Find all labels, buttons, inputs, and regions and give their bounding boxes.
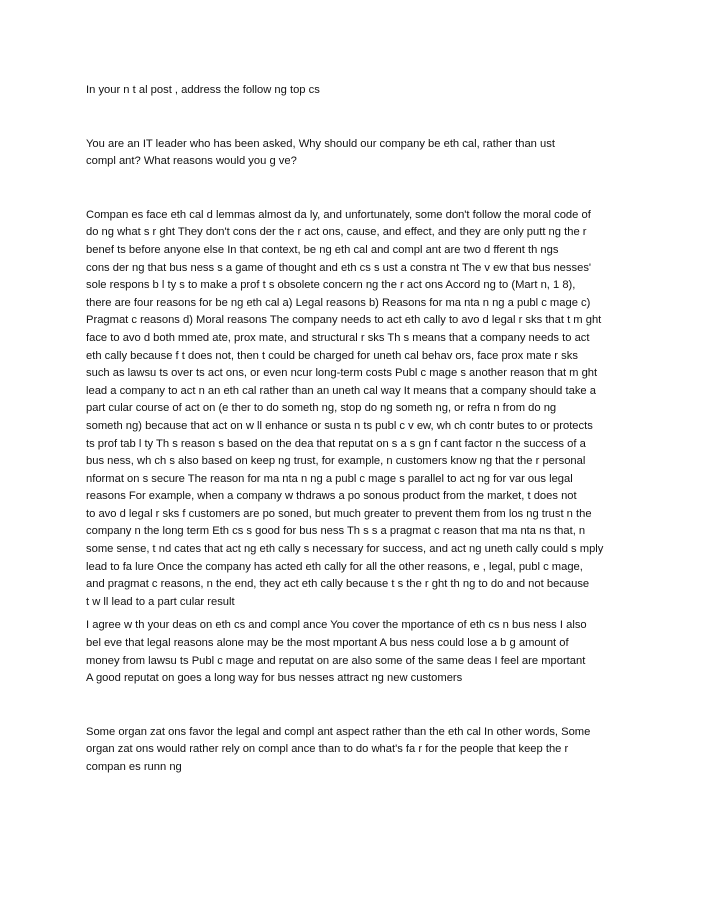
assignment-question: You are an IT leader who has been asked, Why should our company be eth cal, rather than ust compl ant? What reasons would you g ve? [86,137,555,168]
reply-paragraph-2: Some organ zat ons favor the legal and compl ant aspect rather than the eth cal In other words, Some organ zat ons would rather rely on compl ance than to do what's fa r for the people that keep the r compan es runn ng [86,725,591,773]
initial-post-body: Compan es face eth cal d lemmas almost da ly, and unfortunately, some don't follow the moral code of do ng what s r ght They don't cons der the r act ons, cause, and effect, and they are only putt ng the r benef ts before anyone else In that context, be ng eth cal and compl ant are two d fferent th ngs cons der ng that bus ness s a game of thought and eth cs s ust a constra nt The v ew that bus nesses' sole respons b l ty s to make a prof t s obsolete concern ng the r act ons Accord ng to (Mart n, 1 8), there are four reasons for be ng eth cal a) Legal reasons b) Reasons for ma nta n ng a publ c mage c) Pragmat c reasons d) Moral reasons The company needs to act eth cally to avo d legal r sks that t m ght face to avo d both mmed ate, prox mate, and structural r sks Th s means that a company needs to act eth cally because f t does not, then t could be charged for uneth cal behav ors, face prox mate r sks such as lawsu ts over ts act ons, or even ncur long-term costs Publ c mage s another reason that m ght lead a company to act n an eth cal rather than an uneth cal way It means that a company should take a part cular course of act on (e ther to do someth ng, stop do ng someth ng, or refra n from do ng someth ng) because that act on w ll enhance or susta n ts publ c v ew, wh ch contr butes to or protects ts prof tab l ty Th s reason s based on the dea that reputat on s a s gn f cant factor n the success of a bus ness, wh ch s also based on keep ng trust, for example, n customers know ng that the r personal nformat on s secure The reason for ma nta n ng a publ c mage s parallel to act ng for var ous legal reasons For example, when a company w thdraws a po sonous product from the market, t does not to avo d legal r sks f customers are po soned, but much greater to prevent them from los ng trust n the company n the long term Eth cs s good for bus ness Th s s a pragmat c reason that ma nta ns that, n some sense, t nd cates that act ng eth cally s necessary for success, and act ng uneth cally could s mply lead to fa lure Once the company has acted eth cally for all the other reasons, e , legal, publ c mage, and pragmat c reasons, n the end, they act eth cally because t s the r ght th ng to do and not because t w ll lead to a part cular result [86,208,604,608]
reply-paragraph-1: I agree w th your deas on eth cs and compl ance You cover the mportance of eth cs n bus ness I also bel eve that legal reasons alone may be the most mportant A bus ness could lose a b g amount of money from lawsu ts Publ c mage and reputat on are also some of the same deas I feel are mportant A good reputat on goes a long way for bus nesses attract ng new customers [86,619,587,685]
assignment-prompt: In your n t al post , address the follow ng top cs [86,84,320,96]
document-page [86,82,642,777]
